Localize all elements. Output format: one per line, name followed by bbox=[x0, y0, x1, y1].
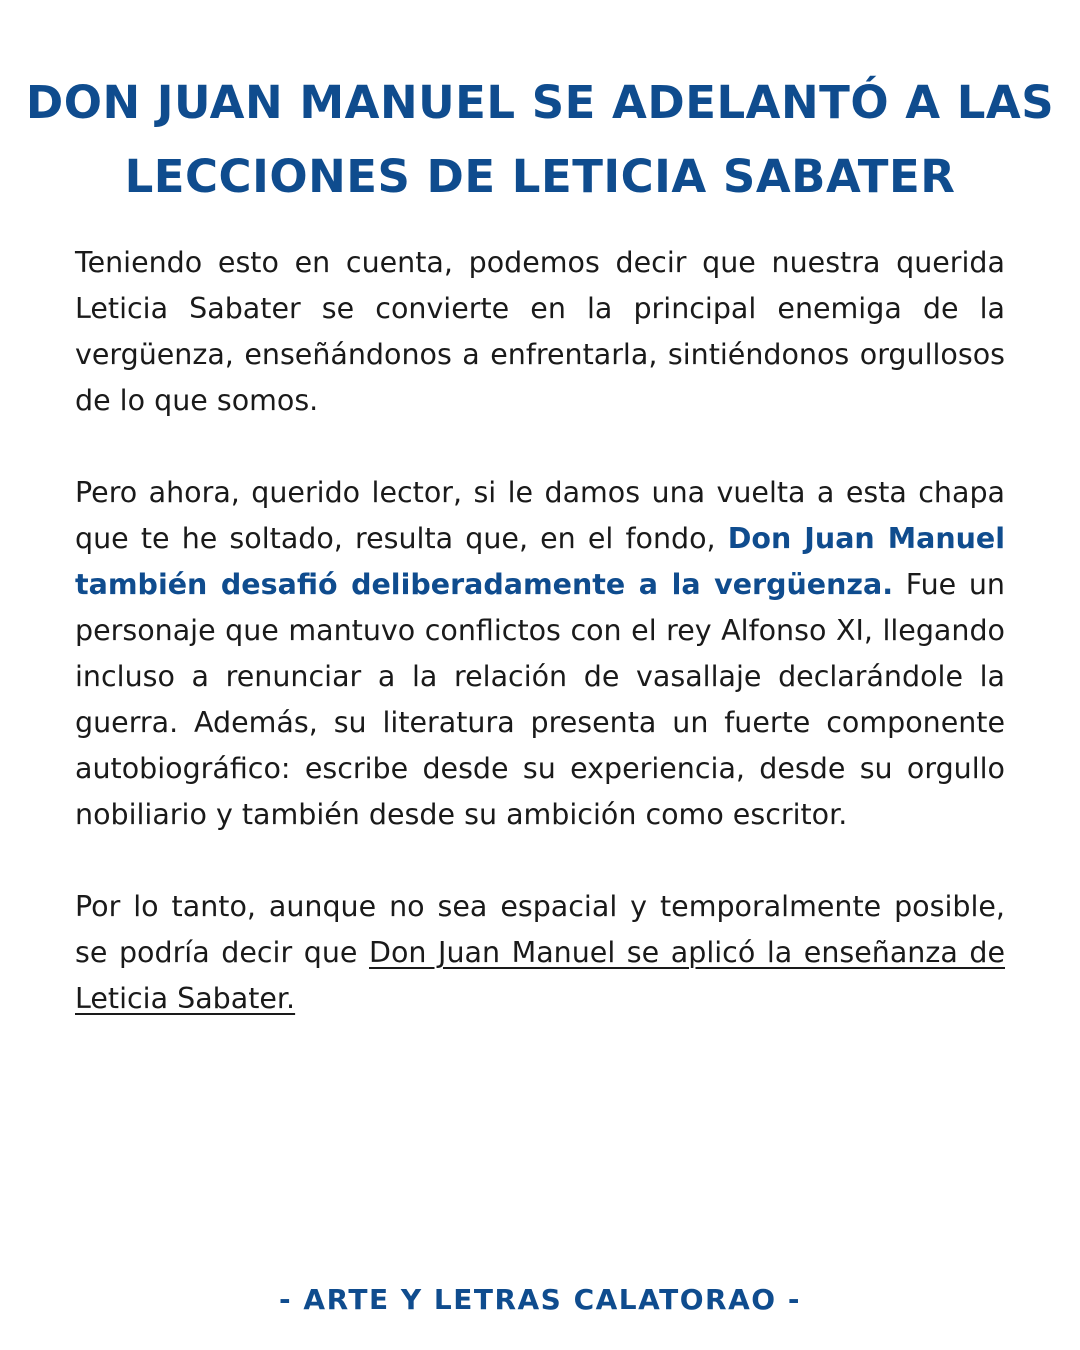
paragraph-1: Teniendo esto en cuenta, podemos decir que nuestra querida Leticia Sabater se convierte en la principal enemiga de la vergüenza, enseñándonos a enfrentarla, sintiéndonos orgullosos de lo que somos. bbox=[75, 246, 1005, 417]
underlined-conclusion: Don Juan Manuel se aplicó la enseñanza de Leticia Sabater. bbox=[75, 936, 1005, 1015]
page-title bbox=[20, 66, 1060, 214]
title-line-1: DON JUAN MANUEL SE ADELANTÓ A LAS bbox=[25, 76, 1055, 129]
paragraph-2-end: Fue un personaje que mantuvo conflictos con el rey Alfonso XI, llegando incluso a renunciar a la relación de vasallaje declarándole la guerra. Además, su literatura presenta un fuerte componente autobiográfico: escribe desde su experiencia, desde su orgullo nobiliario y también desde su ambición como escritor. bbox=[75, 568, 1005, 831]
title-line-2: LECCIONES DE LETICIA SABATER bbox=[124, 150, 956, 203]
article-body bbox=[75, 240, 1005, 1068]
paragraph-2-start: Pero ahora, querido lector, si le damos una vuelta a esta chapa que te he soltado, resulta que, en el fondo, bbox=[75, 476, 1005, 555]
highlighted-statement: Don Juan Manuel también desafió deliberadamente a la vergüenza. bbox=[75, 522, 1005, 601]
paragraph-3 bbox=[75, 884, 1005, 1022]
paragraph-3-start: Por lo tanto, aunque no sea espacial y temporalmente posible, se podría decir que bbox=[75, 890, 1005, 969]
footer-signature: - ARTE Y LETRAS CALATORAO - bbox=[279, 1283, 801, 1316]
paragraph-2 bbox=[75, 470, 1005, 838]
